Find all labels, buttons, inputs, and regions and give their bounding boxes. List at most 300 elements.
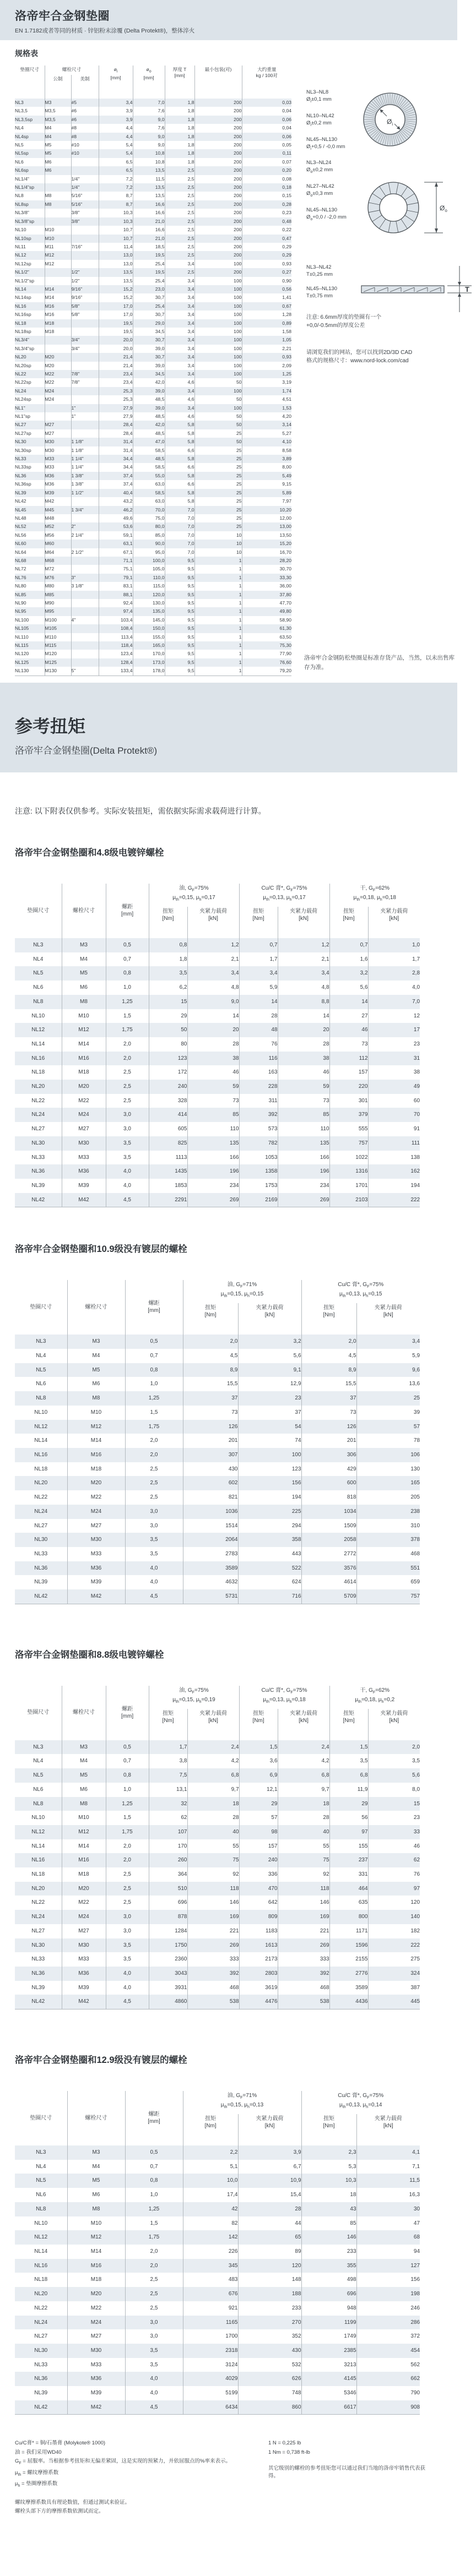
cell: NL10	[15, 1811, 62, 1825]
cell: M24	[45, 387, 71, 395]
cell: 5,27	[282, 430, 292, 436]
cell: 85	[278, 1108, 329, 1122]
cell: 5/16"	[71, 200, 99, 209]
cell: 63,1	[99, 540, 133, 548]
col-bolt-size: 螺栓尺寸	[62, 1686, 106, 1740]
cell: 9,1	[238, 1363, 301, 1377]
cell: 54	[238, 1420, 301, 1434]
cell: M16	[45, 302, 71, 311]
cell	[71, 641, 99, 650]
cell: 9,5	[165, 633, 194, 641]
cell: 1316	[329, 1164, 368, 1179]
cell: M3	[62, 938, 106, 952]
cell: 11,9	[329, 1783, 368, 1797]
cell: 0,29	[282, 243, 292, 249]
col-washer-size: 垫圈尺寸	[15, 884, 62, 938]
cell: 169	[187, 1910, 239, 1924]
cell: M18	[45, 319, 71, 328]
cell: 28	[187, 1037, 239, 1052]
table-row	[15, 582, 291, 590]
cell: NL16	[15, 302, 45, 311]
cell	[71, 429, 99, 438]
table-row	[15, 2160, 420, 2174]
cell: 25	[194, 489, 242, 497]
cell: 10,7	[99, 235, 133, 243]
cell: 4,2	[278, 1754, 329, 1768]
cell: 37,80	[279, 591, 292, 597]
cell: 5,8	[165, 455, 194, 463]
cell	[71, 514, 99, 522]
table-row	[15, 591, 291, 599]
cell: 2,5	[125, 2273, 183, 2287]
cell: NL24	[15, 1108, 62, 1122]
cell: 20	[187, 1023, 239, 1037]
cell	[45, 217, 71, 226]
cell: 3,5	[106, 1151, 149, 1165]
cell: 5,8	[165, 472, 194, 480]
tolerance-value: $Ø_i+0,5 / -0,0$ mm	[306, 143, 345, 151]
cell: 155,0	[133, 633, 165, 641]
cell: 100	[238, 1448, 301, 1462]
cell: 133,4	[99, 667, 133, 676]
cell: 130,0	[133, 599, 165, 607]
cell: 3,4	[99, 99, 133, 107]
spec-table-header	[15, 66, 291, 99]
cell: 17,0	[99, 302, 133, 311]
cell: 39	[413, 1409, 420, 1415]
table-row	[15, 514, 291, 522]
cell: 4,6	[165, 378, 194, 386]
cell: #5	[71, 99, 99, 107]
cell: 2,5	[125, 2301, 183, 2316]
table-row	[15, 1740, 420, 1755]
cell	[45, 268, 71, 276]
table-row	[15, 463, 291, 471]
cell: 4476	[239, 1995, 278, 2009]
cell: M20	[45, 353, 71, 361]
cell: M42	[62, 1995, 106, 2009]
table-row	[15, 1505, 420, 1519]
table-row	[15, 1952, 420, 1967]
cell: NL6sp	[15, 166, 45, 175]
cell: 74	[238, 1434, 301, 1448]
tolerance-note	[306, 112, 359, 129]
cell: 20,0	[99, 345, 133, 353]
cell: 16,70	[279, 549, 292, 555]
footnote-line: $G_F$ = 屈服率。当根据参考扭矩和无偏差紧固，这是实现的预紧力，并依屈服点的%率来表示。	[15, 2458, 231, 2466]
table-row	[15, 1023, 420, 1037]
cell: 635	[329, 1896, 368, 1910]
cell: NL24	[15, 1505, 67, 1519]
cell: 25	[194, 446, 242, 455]
cell: 9,5	[165, 599, 194, 607]
cell: 221	[187, 1924, 239, 1938]
cell: 532	[238, 2358, 301, 2372]
footnotes	[15, 2439, 442, 2517]
table-row	[15, 1896, 420, 1910]
cell: 165,0	[133, 641, 165, 650]
cell: NL36sp	[15, 480, 45, 488]
cell: 18	[278, 1797, 329, 1811]
table-row	[15, 1768, 420, 1783]
cell: 2,5	[165, 183, 194, 192]
cell: 19,5	[133, 268, 165, 276]
cell: 23,4	[99, 378, 133, 386]
cell: 30,7	[133, 311, 165, 319]
cell: 5,8	[165, 497, 194, 505]
cell: 2,5	[125, 1490, 183, 1505]
col-clamp-load: 夹紧力载荷 [kN]	[278, 907, 329, 938]
cell: 6,7	[238, 2160, 301, 2174]
cell: M12	[45, 260, 71, 268]
cell: 173,0	[133, 658, 165, 667]
cell: 11,5	[409, 2177, 420, 2184]
cell: NL27	[15, 1519, 67, 1533]
lubrication-group: 干, $G_F=62\%$ $\mu_{th}=0,18$, $\mu_h=0,18$	[353, 885, 396, 902]
cell: NL14sp	[15, 293, 45, 302]
cell: 98	[239, 1825, 278, 1839]
cell: 1 3/8"	[71, 472, 99, 480]
torque-table-wrap-12-9	[15, 2091, 457, 2415]
cell: NL24	[15, 2316, 67, 2330]
cell: NL27sp	[15, 429, 45, 438]
cell: M12	[62, 1023, 106, 1037]
cell: NL33	[15, 455, 45, 463]
cell: 105,0	[133, 565, 165, 573]
cell: NL10	[15, 226, 45, 234]
cell: 31,4	[99, 438, 133, 446]
cell: 29	[329, 1797, 368, 1811]
cell: 5,4	[99, 141, 133, 149]
cell: #6	[71, 116, 99, 124]
cell: 63,0	[133, 497, 165, 505]
cell: 538	[278, 1995, 329, 2009]
cell: 100	[194, 387, 242, 395]
footnote-line: 1 N = 0,225 lb	[268, 2440, 301, 2447]
cell: 15	[413, 1800, 420, 1807]
cell: M4	[62, 1754, 106, 1768]
cell: 1,25	[106, 995, 149, 1009]
cell: 443	[238, 1547, 301, 1561]
cell: NL8	[15, 1391, 67, 1406]
table-row	[15, 1839, 420, 1854]
cell: NL30	[15, 1136, 62, 1151]
cell: M33	[62, 1151, 106, 1165]
cell: 2,5	[106, 1882, 149, 1896]
table-row	[15, 1094, 420, 1108]
cell: M22	[45, 378, 71, 386]
cell: 3,4	[165, 260, 194, 268]
cell: 1,28	[282, 312, 292, 318]
cell: 0,67	[282, 303, 292, 309]
cell: 429	[301, 1462, 356, 1477]
cell: 34,4	[99, 455, 133, 463]
cell: 39,0	[133, 387, 165, 395]
tolerance-value: $Ø_i\pm 0,2$ mm	[306, 119, 332, 127]
cell	[45, 412, 71, 421]
cell: 1	[194, 616, 242, 624]
cell: 1 1/2"	[71, 489, 99, 497]
cell	[45, 175, 71, 183]
cell: M24	[67, 2316, 125, 2330]
cell: 6,6	[165, 463, 194, 471]
cell: M5	[45, 149, 71, 157]
cell: 80	[149, 1037, 187, 1052]
cell: 25	[194, 522, 242, 531]
cell: 3,5	[149, 966, 187, 981]
cell: M30	[67, 1533, 125, 1547]
cell: 0,08	[282, 176, 292, 182]
cell: 0,15	[282, 193, 292, 199]
cell: 757	[329, 1136, 368, 1151]
cell: 100	[194, 311, 242, 319]
cell: 4,6	[165, 395, 194, 404]
table-row	[15, 260, 291, 268]
cell: NL3,5	[15, 107, 45, 115]
cell: 25	[194, 480, 242, 488]
cell: 0,89	[282, 320, 292, 326]
cell: 8,0	[412, 1786, 420, 1793]
cell: 107	[149, 1825, 187, 1839]
cell: M45	[45, 506, 71, 514]
table-row	[15, 1363, 420, 1377]
cell: M30	[67, 2344, 125, 2358]
col-clamp-load: 夹紧力载荷 [kN]	[238, 2114, 301, 2145]
col-torque: 扭矩 [Nm]	[329, 907, 368, 938]
cell: 7,0	[165, 548, 194, 557]
cell: 1 1/4"	[71, 455, 99, 463]
lubrication-group: Cu/C 膏*, $G_F=75\%$ $\mu_{th}=0,13$, $\mu_h=0,17$	[239, 884, 329, 907]
col-pitch: 螺距 [mm]	[125, 2091, 183, 2145]
cell: 116	[239, 1052, 278, 1066]
cell: 62	[413, 1857, 420, 1864]
cell: 23	[413, 1815, 420, 1821]
cell: 3,6	[239, 1754, 278, 1768]
cell: 2,0	[125, 2259, 183, 2273]
table-row	[15, 328, 291, 336]
cell: 28,4	[99, 421, 133, 429]
cell: 28	[278, 1811, 329, 1825]
cell: 445	[410, 1998, 420, 2005]
table-row	[15, 565, 291, 573]
cell: 269	[278, 1938, 329, 1953]
cell: M10	[45, 226, 71, 234]
cell: 120	[238, 2259, 301, 2273]
table-row	[15, 1377, 420, 1391]
cell: 15,5	[183, 1377, 238, 1391]
cell: 10,3	[99, 217, 133, 226]
cell	[71, 497, 99, 505]
cell: 146	[301, 2230, 356, 2245]
cell: 3,4	[412, 1338, 420, 1345]
cell: 34,5	[133, 328, 165, 336]
cell: 3,4	[165, 353, 194, 361]
spec-table	[15, 66, 291, 676]
cell: 1	[194, 591, 242, 599]
cell: M20	[45, 362, 71, 370]
cell: 4,5	[125, 2400, 183, 2415]
lubrication-group: 油, $G_F=75\%$ $\mu_{th}=0,15$, $\mu_h=0,19$	[149, 1686, 239, 1709]
cell: NL4	[15, 124, 45, 132]
page-title: 洛帝牢合金钢垫圈	[15, 10, 110, 23]
table-row	[15, 2230, 420, 2245]
cell: 123,4	[99, 650, 133, 658]
cell: M24	[45, 395, 71, 404]
cell: 10,8	[133, 158, 165, 166]
table-row	[15, 2273, 420, 2287]
cell: 118	[187, 1882, 239, 1896]
table-row	[15, 1009, 420, 1023]
table-row	[15, 404, 291, 412]
cell: NL4	[15, 952, 62, 967]
cell: 0,7	[106, 1754, 149, 1768]
cell: 1,5	[125, 1406, 183, 1420]
table-row	[15, 107, 291, 115]
cell: 5,89	[282, 489, 292, 495]
cell: 2776	[329, 1967, 368, 1981]
lubrication-group: Cu/C 膏*, $G_F=75\%$ $\mu_{th}=0,13$, $\mu_h=0,15$	[338, 1282, 384, 1299]
cell: 4436	[329, 1995, 368, 2009]
cell: 150,0	[133, 624, 165, 633]
torque-section	[0, 683, 457, 2415]
cell: 28,20	[279, 557, 292, 563]
cell: M39	[67, 1575, 125, 1589]
cell: NL39	[15, 489, 45, 497]
cell: M8	[62, 995, 106, 1009]
cell: 2 1/4"	[71, 531, 99, 540]
cell	[71, 591, 99, 599]
cell: 100	[194, 285, 242, 293]
cell: 4029	[183, 2372, 238, 2386]
cell: 379	[329, 1108, 368, 1122]
cell: 0,93	[282, 354, 292, 360]
cell: 2,5	[165, 217, 194, 226]
cell: NL5sp	[15, 149, 45, 157]
table-row	[15, 1924, 420, 1938]
cell: 275	[410, 1956, 420, 1963]
lubrication-group: 干, $G_F=62\%$ $\mu_{th}=0,18$, $\mu_h=0,2$	[355, 1687, 395, 1704]
cell: 38	[187, 1052, 239, 1066]
cell: 7/16"	[71, 243, 99, 251]
table-row	[15, 1108, 420, 1122]
cell	[71, 166, 99, 175]
cell: 0,47	[282, 235, 292, 241]
table-row	[15, 293, 291, 302]
cell	[71, 658, 99, 667]
cell: 16,6	[133, 209, 165, 217]
cell: 50	[194, 412, 242, 421]
cell: NL18	[15, 1867, 62, 1882]
col-washer-size: 垫圈尺寸	[15, 1686, 62, 1740]
cell: M22	[45, 370, 71, 378]
cell: 4,5	[301, 1349, 356, 1363]
cell: 748	[238, 2386, 301, 2400]
cell: 46	[187, 1065, 239, 1080]
table-row	[15, 1179, 420, 1193]
cell: 233	[301, 2245, 356, 2259]
cell: 260	[149, 1853, 187, 1867]
cell: M120	[45, 650, 71, 658]
cell: 48,5	[133, 395, 165, 404]
cell: 200	[194, 192, 242, 200]
cell: 352	[238, 2329, 301, 2344]
cell: M4	[62, 952, 106, 967]
cell: 0,7	[329, 938, 368, 952]
cell: 3,0	[125, 2316, 183, 2330]
cell: 25	[194, 455, 242, 463]
cell: 92	[278, 1867, 329, 1882]
cell: 3,4	[165, 336, 194, 344]
cell: 200	[194, 268, 242, 276]
cell: M22	[67, 1490, 125, 1505]
cell: 108,4	[99, 624, 133, 633]
cell: 0,06	[282, 116, 292, 122]
cell: 470	[239, 1882, 278, 1896]
cell: NL33sp	[15, 463, 45, 471]
cell: 1 1/8"	[71, 446, 99, 455]
cell: M5	[45, 141, 71, 149]
cell: 3,5	[125, 2358, 183, 2372]
cell: 94	[413, 2248, 420, 2254]
table-row	[15, 1462, 420, 1477]
cell: M6	[62, 981, 106, 995]
cell: M95	[45, 607, 71, 616]
cell: NL10sp	[15, 235, 45, 243]
cell: 3,14	[282, 422, 292, 428]
cell: 0,5	[106, 938, 149, 952]
table-row	[15, 362, 291, 370]
col-clamp-load: 夹紧力载荷 [kN]	[187, 1709, 239, 1740]
cell: 6,8	[278, 1768, 329, 1783]
cell: 8,9	[183, 1363, 238, 1377]
tolerance-value: $Ø_o+0,0 / -2,0$ mm	[306, 214, 347, 221]
cell: M8	[67, 2202, 125, 2216]
cell: 126	[183, 1420, 238, 1434]
cell: M56	[45, 531, 71, 540]
cell: 4632	[183, 1575, 238, 1589]
cell: 7,0	[165, 531, 194, 540]
cell: NL18	[15, 1065, 62, 1080]
cell: NL130	[15, 667, 45, 676]
cell: NL18	[15, 2273, 67, 2287]
table-row	[15, 599, 291, 607]
cell: NL27	[15, 2329, 67, 2344]
cell: 76,60	[279, 659, 292, 665]
cell: 3213	[301, 2358, 356, 2372]
footnote-line: $\mu_{th}$ = 螺纹摩擦系数	[15, 2469, 59, 2477]
cell: 860	[238, 2400, 301, 2415]
cell: NL27	[15, 1924, 62, 1938]
cell: 9,5	[165, 624, 194, 633]
table-row	[15, 607, 291, 616]
cell: NL8	[15, 192, 45, 200]
cell: 522	[238, 1561, 301, 1576]
cell: 269	[187, 1193, 239, 1207]
cell: M100	[45, 616, 71, 624]
cell: 9,5	[165, 574, 194, 582]
table-row	[15, 1938, 420, 1953]
cell: 921	[183, 2301, 238, 2316]
cell	[71, 650, 99, 658]
cell: M20	[62, 1882, 106, 1896]
cell: 0,5	[125, 1335, 183, 1349]
cell: 2173	[239, 1952, 278, 1967]
tolerance-value: $Ø_i\pm 0,1$ mm	[306, 96, 332, 104]
cell: 89	[238, 2245, 301, 2259]
cell: M3	[67, 2145, 125, 2160]
cell: 37,4	[99, 472, 133, 480]
cell: M16	[67, 2259, 125, 2273]
